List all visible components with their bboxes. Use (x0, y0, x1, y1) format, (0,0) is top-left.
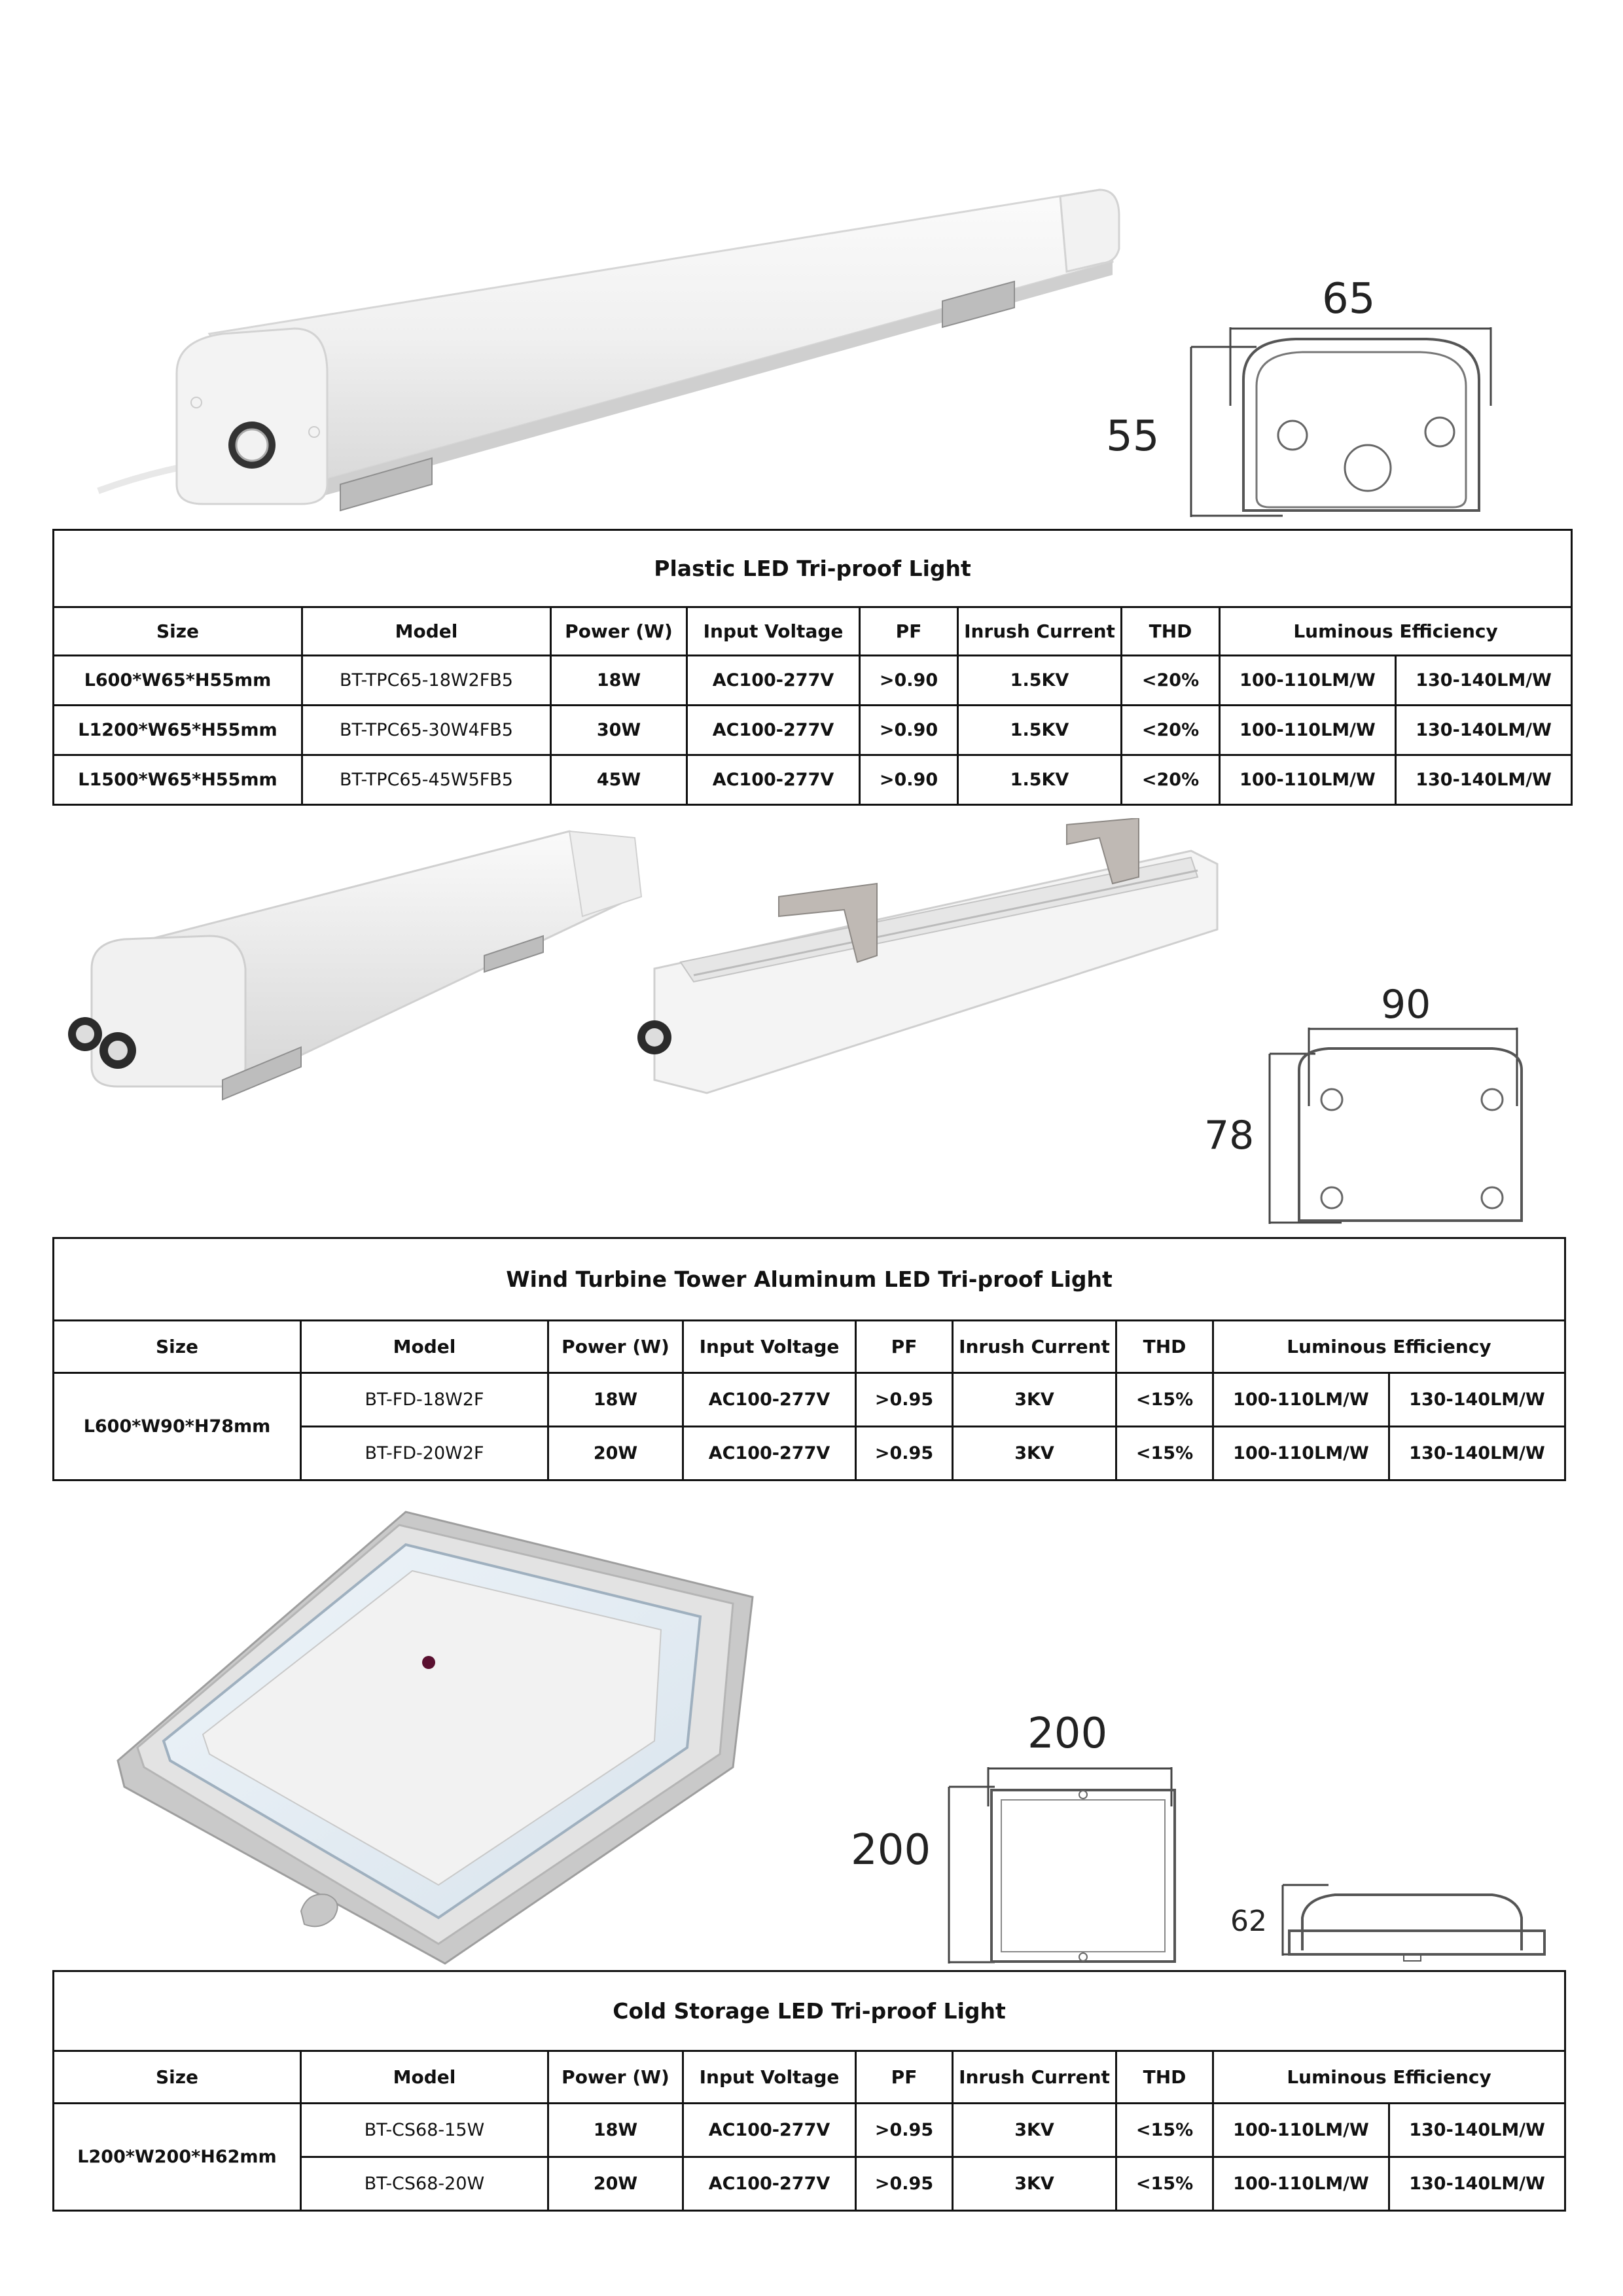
header-model: Model (301, 1321, 548, 1373)
pf-cell: >0.90 (860, 656, 958, 706)
size-cell: L600*W90*H78mm (54, 1373, 301, 1480)
efficiency-cell: 130-140LM/W (1389, 2157, 1565, 2211)
inrush-cell: 1.5KV (958, 706, 1122, 755)
aluminum-tri-proof-light-photo-left (59, 825, 648, 1113)
power-cell: 18W (548, 1373, 683, 1427)
header-luminous-efficiency: Luminous Efficiency (1213, 2051, 1565, 2104)
power-cell: 18W (551, 656, 687, 706)
thd-cell: <15% (1116, 1427, 1213, 1480)
efficiency-cell: 100-110LM/W (1220, 656, 1396, 706)
header-voltage: Input Voltage (683, 2051, 856, 2104)
model-cell: BT-TPC65-45W5FB5 (302, 755, 551, 805)
efficiency-cell: 130-140LM/W (1389, 2104, 1565, 2157)
plastic-tri-proof-light-photo (92, 177, 1139, 517)
cold-storage-table-title: Cold Storage LED Tri-proof Light (54, 1971, 1565, 2051)
efficiency-cell: 100-110LM/W (1213, 1373, 1389, 1427)
table-row (54, 656, 1572, 706)
voltage-cell: AC100-277V (687, 706, 860, 755)
cold-storage-width-dimension: 200 (1027, 1710, 1108, 1758)
aluminum-tri-proof-light-photo-right (628, 818, 1230, 1106)
cold-storage-front-drawing (936, 1761, 1185, 1970)
header-pf: PF (860, 607, 958, 656)
power-cell: 30W (551, 706, 687, 755)
size-cell: L200*W200*H62mm (54, 2104, 301, 2211)
pf-cell: >0.95 (856, 1373, 953, 1427)
table-row (54, 2104, 1565, 2157)
header-luminous-efficiency: Luminous Efficiency (1220, 607, 1572, 656)
header-voltage: Input Voltage (687, 607, 860, 656)
header-size: Size (54, 1321, 301, 1373)
pf-cell: >0.95 (856, 2104, 953, 2157)
aluminum-table-title: Wind Turbine Tower Aluminum LED Tri-proof Light (54, 1238, 1565, 1321)
table-row (54, 755, 1572, 805)
efficiency-cell: 130-140LM/W (1389, 1427, 1565, 1480)
header-voltage: Input Voltage (683, 1321, 856, 1373)
thd-cell: <15% (1116, 1373, 1213, 1427)
aluminum-width-dimension: 90 (1381, 982, 1431, 1028)
aluminum-spec-table (52, 1237, 1566, 1481)
plastic-width-dimension: 65 (1322, 275, 1376, 323)
voltage-cell: AC100-277V (683, 2104, 856, 2157)
voltage-cell: AC100-277V (687, 656, 860, 706)
header-inrush: Inrush Current (958, 607, 1122, 656)
plastic-cross-section-drawing (1178, 321, 1492, 530)
inrush-cell: 3KV (953, 2157, 1116, 2211)
power-cell: 45W (551, 755, 687, 805)
pf-cell: >0.90 (860, 706, 958, 755)
header-model: Model (301, 2051, 548, 2104)
header-pf: PF (856, 1321, 953, 1373)
efficiency-cell: 130-140LM/W (1396, 755, 1572, 805)
header-thd: THD (1116, 1321, 1213, 1373)
header-luminous-efficiency: Luminous Efficiency (1213, 1321, 1565, 1373)
header-thd: THD (1116, 2051, 1213, 2104)
plastic-spec-table (52, 529, 1573, 806)
header-inrush: Inrush Current (953, 2051, 1116, 2104)
model-cell: BT-CS68-20W (301, 2157, 548, 2211)
model-cell: BT-FD-20W2F (301, 1427, 548, 1480)
header-thd: THD (1122, 607, 1220, 656)
voltage-cell: AC100-277V (683, 2157, 856, 2211)
power-cell: 20W (548, 1427, 683, 1480)
cold-storage-height-dimension: 200 (851, 1826, 931, 1874)
size-cell: L600*W65*H55mm (54, 656, 302, 706)
efficiency-cell: 100-110LM/W (1213, 2104, 1389, 2157)
header-power: Power (W) (548, 1321, 683, 1373)
cold-storage-side-drawing (1276, 1878, 1551, 1964)
voltage-cell: AC100-277V (687, 755, 860, 805)
efficiency-cell: 130-140LM/W (1396, 656, 1572, 706)
voltage-cell: AC100-277V (683, 1373, 856, 1427)
power-cell: 20W (548, 2157, 683, 2211)
inrush-cell: 1.5KV (958, 755, 1122, 805)
thd-cell: <15% (1116, 2157, 1213, 2211)
plastic-table-title: Plastic LED Tri-proof Light (54, 530, 1572, 607)
efficiency-cell: 100-110LM/W (1213, 2157, 1389, 2211)
header-size: Size (54, 2051, 301, 2104)
header-model: Model (302, 607, 551, 656)
aluminum-height-dimension: 78 (1204, 1113, 1255, 1158)
thd-cell: <20% (1122, 656, 1220, 706)
cold-storage-spec-table (52, 1970, 1566, 2212)
header-pf: PF (856, 2051, 953, 2104)
inrush-cell: 3KV (953, 1373, 1116, 1427)
inrush-cell: 3KV (953, 1427, 1116, 1480)
thd-cell: <15% (1116, 2104, 1213, 2157)
inrush-cell: 1.5KV (958, 656, 1122, 706)
plastic-height-dimension: 55 (1106, 412, 1160, 461)
header-power: Power (W) (551, 607, 687, 656)
efficiency-cell: 130-140LM/W (1389, 1373, 1565, 1427)
table-row (54, 706, 1572, 755)
pf-cell: >0.95 (856, 1427, 953, 1480)
thd-cell: <20% (1122, 755, 1220, 805)
efficiency-cell: 100-110LM/W (1220, 706, 1396, 755)
header-power: Power (W) (548, 2051, 683, 2104)
efficiency-cell: 130-140LM/W (1396, 706, 1572, 755)
efficiency-cell: 100-110LM/W (1213, 1427, 1389, 1480)
size-cell: L1200*W65*H55mm (54, 706, 302, 755)
aluminum-cross-section-drawing (1243, 1021, 1531, 1230)
header-size: Size (54, 607, 302, 656)
inrush-cell: 3KV (953, 2104, 1116, 2157)
pf-cell: >0.90 (860, 755, 958, 805)
header-inrush: Inrush Current (953, 1321, 1116, 1373)
efficiency-cell: 100-110LM/W (1220, 755, 1396, 805)
power-cell: 18W (548, 2104, 683, 2157)
table-row (54, 1373, 1565, 1427)
voltage-cell: AC100-277V (683, 1427, 856, 1480)
size-cell: L1500*W65*H55mm (54, 755, 302, 805)
pf-cell: >0.95 (856, 2157, 953, 2211)
model-cell: BT-CS68-15W (301, 2104, 548, 2157)
model-cell: BT-FD-18W2F (301, 1373, 548, 1427)
cold-storage-depth-dimension: 62 (1230, 1905, 1267, 1938)
cold-storage-light-photo (111, 1505, 766, 1977)
model-cell: BT-TPC65-30W4FB5 (302, 706, 551, 755)
model-cell: BT-TPC65-18W2FB5 (302, 656, 551, 706)
thd-cell: <20% (1122, 706, 1220, 755)
